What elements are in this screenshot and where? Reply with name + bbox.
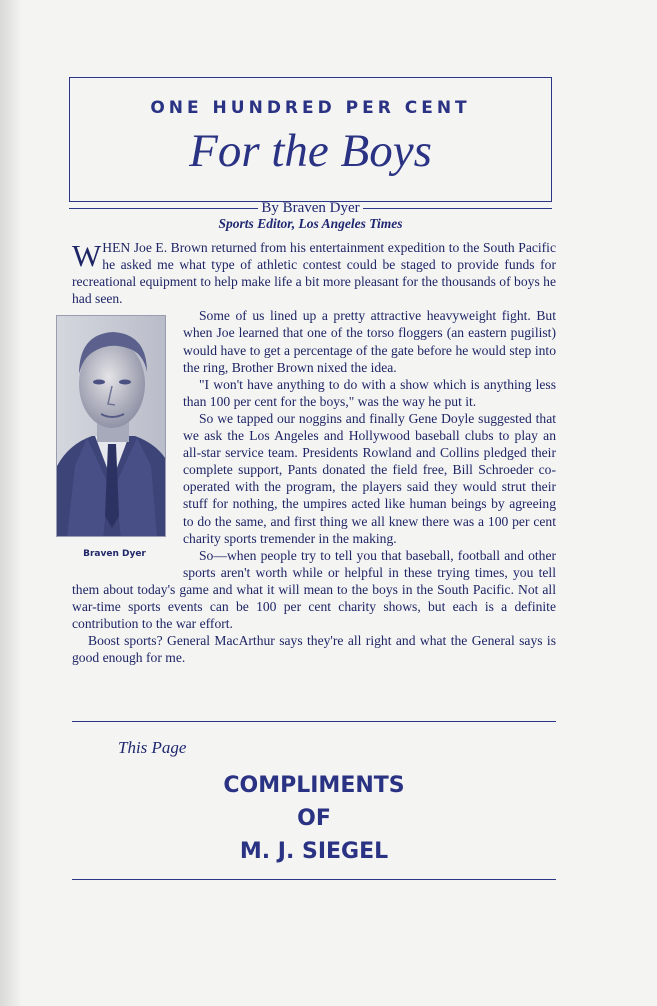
author-photo-block	[56, 315, 173, 565]
title-box	[69, 77, 552, 202]
divider-bottom	[72, 879, 556, 880]
article-body	[72, 239, 556, 666]
page-binding-edge	[0, 0, 22, 1006]
byline-author: By Braven Dyer	[261, 199, 360, 216]
header-kicker: ONE HUNDRED PER CENT	[150, 98, 471, 118]
article-paragraph: Boost sports? General MacArthur says they're all right and what the General says is good enough for me.	[72, 633, 556, 666]
article-paragraph: Some of us lined up a pretty attractive heavyweight fight. But when Joe learned that one of the torso floggers (an eastern pugilist) would have to get a percentage of the gate before he would step into the ring, Brother Brown nixed the idea.	[183, 308, 556, 375]
article-paragraph: So—when people try to tell you that baseball, football and other sports aren't worth while or helpful in these trying times, you tell them about today's game and what it will mean to the boys in the South Pacific. Not all war-time sports events can be 100 per cent charity shows, but each is a definite contribution to the war effort.	[72, 547, 556, 632]
photo-caption: Braven Dyer	[83, 549, 146, 560]
article-paragraph: WHEN Joe E. Brown returned from his entertainment expedition to the South Pacific he asked me what type of athletic contest could be staged to provide funds for recreational equipment to help make life a bit more pleasant for the thousands of boys he had seen.	[72, 238, 556, 307]
sponsor-name: M. J. SIEGEL	[239, 839, 389, 864]
article-paragraph: "I won't have anything to do with a show which is anything less than 100 per cent for the boys," was the way he put it.	[183, 376, 556, 409]
sponsor-line-1: COMPLIMENTS	[223, 773, 405, 798]
drop-cap: W	[72, 238, 102, 273]
byline-rule-right	[363, 208, 552, 209]
byline-role: Sports Editor, Los Angeles Times	[218, 216, 403, 231]
sponsor-lead: This Page	[118, 738, 187, 757]
article-title: For the Boys	[189, 125, 432, 177]
article-paragraph: So we tapped our noggins and finally Gene Doyle suggested that we ask the Los Angeles and Hollywood baseball clubs to play an all-star service team. Presidents Rowland and Collins pledged their complete support, Pants donated the field free, Bill Schroeder co-operated with the program, the players said they would strut their stuff for nothing, the umpires acted like human beings by agreeing to do the same, and first thing we all knew there was a 100 per cent charity sports tremender in the making.	[183, 410, 556, 546]
divider-top	[72, 721, 556, 722]
byline-rule-left	[69, 208, 258, 209]
sponsor-line-2: OF	[297, 806, 331, 831]
author-photo	[56, 315, 166, 537]
